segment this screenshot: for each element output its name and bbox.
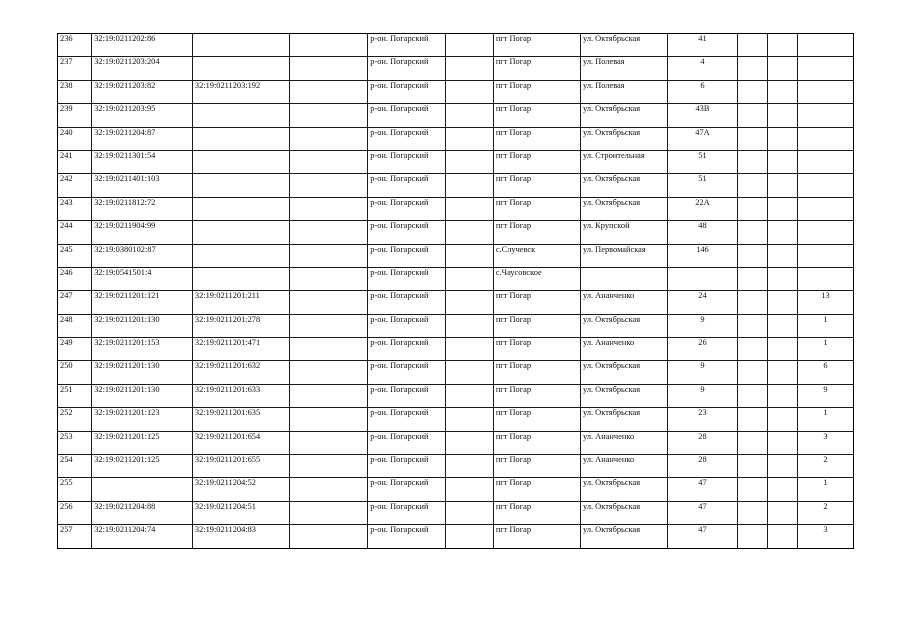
apartment-number-cell: 3: [797, 525, 853, 548]
empty-cell: [767, 221, 797, 244]
empty-cell: [290, 361, 368, 384]
related-cadastral-number-cell: [192, 244, 290, 267]
cadastral-number-cell: 32:19:0211301:54: [92, 150, 193, 173]
district-cell: р-он. Погарский: [368, 384, 446, 407]
settlement-cell: пгт Погар: [493, 57, 580, 80]
empty-cell: [290, 197, 368, 220]
house-number-cell: [668, 267, 738, 290]
settlement-cell: пгт Погар: [493, 501, 580, 524]
house-number-cell: 26: [668, 338, 738, 361]
empty-cell: [767, 150, 797, 173]
cadastral-number-cell: 32:19:0211202:86: [92, 34, 193, 57]
settlement-cell: с.Чаусовское: [493, 267, 580, 290]
empty-cell: [737, 267, 767, 290]
empty-cell: [290, 455, 368, 478]
settlement-cell: пгт Погар: [493, 104, 580, 127]
apartment-number-cell: [797, 174, 853, 197]
street-cell: ул. Октябрьская: [581, 174, 668, 197]
cadastral-number-cell: 32:19:0380102:87: [92, 244, 193, 267]
district-cell: р-он. Погарский: [368, 478, 446, 501]
settlement-cell: пгт Погар: [493, 80, 580, 103]
street-cell: ул. Октябрьская: [581, 361, 668, 384]
table-row: [58, 455, 854, 478]
street-cell: ул. Октябрьская: [581, 34, 668, 57]
street-cell: ул. Крупской: [581, 221, 668, 244]
related-cadastral-number-cell: [192, 221, 290, 244]
district-cell: р-он. Погарский: [368, 127, 446, 150]
related-cadastral-number-cell: 32:19:0211201:633: [192, 384, 290, 407]
district-cell: р-он. Погарский: [368, 244, 446, 267]
street-cell: ул. Октябрьская: [581, 127, 668, 150]
empty-cell: [737, 127, 767, 150]
empty-cell: [737, 338, 767, 361]
empty-cell: [446, 314, 494, 337]
settlement-cell: пгт Погар: [493, 455, 580, 478]
house-number-cell: 6: [668, 80, 738, 103]
table-row: [58, 338, 854, 361]
street-cell: ул. Октябрьская: [581, 525, 668, 548]
settlement-cell: пгт Погар: [493, 221, 580, 244]
apartment-number-cell: 9: [797, 384, 853, 407]
settlement-cell: пгт Погар: [493, 314, 580, 337]
street-cell: ул. Октябрьская: [581, 408, 668, 431]
apartment-number-cell: [797, 197, 853, 220]
related-cadastral-number-cell: [192, 197, 290, 220]
table-row: [58, 314, 854, 337]
property-registry-table: [57, 33, 854, 549]
cadastral-number-cell: 32:19:0211204:74: [92, 525, 193, 548]
cadastral-number-cell: 32:19:0211203:204: [92, 57, 193, 80]
street-cell: ул. Ананченко: [581, 431, 668, 454]
table-row: [58, 361, 854, 384]
row-number-cell: 254: [58, 455, 92, 478]
house-number-cell: 47: [668, 501, 738, 524]
empty-cell: [737, 80, 767, 103]
settlement-cell: пгт Погар: [493, 408, 580, 431]
related-cadastral-number-cell: 32:19:0211201:278: [192, 314, 290, 337]
empty-cell: [446, 525, 494, 548]
related-cadastral-number-cell: [192, 267, 290, 290]
apartment-number-cell: 1: [797, 314, 853, 337]
cadastral-number-cell: 32:19:0211201:130: [92, 361, 193, 384]
empty-cell: [290, 408, 368, 431]
empty-cell: [290, 338, 368, 361]
house-number-cell: 41: [668, 34, 738, 57]
settlement-cell: пгт Погар: [493, 525, 580, 548]
table-row: [58, 57, 854, 80]
empty-cell: [737, 455, 767, 478]
district-cell: р-он. Погарский: [368, 314, 446, 337]
apartment-number-cell: [797, 57, 853, 80]
empty-cell: [446, 104, 494, 127]
table-row: [58, 291, 854, 314]
empty-cell: [290, 431, 368, 454]
street-cell: ул. Октябрьская: [581, 384, 668, 407]
street-cell: ул. Ананченко: [581, 455, 668, 478]
empty-cell: [446, 338, 494, 361]
settlement-cell: пгт Погар: [493, 431, 580, 454]
empty-cell: [767, 127, 797, 150]
row-number-cell: 242: [58, 174, 92, 197]
apartment-number-cell: 2: [797, 501, 853, 524]
row-number-cell: 236: [58, 34, 92, 57]
cadastral-number-cell: 32:19:0211204:88: [92, 501, 193, 524]
street-cell: ул. Полевая: [581, 80, 668, 103]
related-cadastral-number-cell: 32:19:0211201:654: [192, 431, 290, 454]
row-number-cell: 239: [58, 104, 92, 127]
empty-cell: [767, 34, 797, 57]
table-row: [58, 174, 854, 197]
empty-cell: [767, 478, 797, 501]
apartment-number-cell: [797, 80, 853, 103]
empty-cell: [737, 244, 767, 267]
street-cell: ул. Октябрьская: [581, 501, 668, 524]
empty-cell: [767, 338, 797, 361]
cadastral-number-cell: 32:19:0211204:87: [92, 127, 193, 150]
table-row: [58, 34, 854, 57]
cadastral-number-cell: 32:19:0211201:130: [92, 314, 193, 337]
settlement-cell: пгт Погар: [493, 384, 580, 407]
empty-cell: [446, 267, 494, 290]
related-cadastral-number-cell: 32:19:0211201:471: [192, 338, 290, 361]
district-cell: р-он. Погарский: [368, 34, 446, 57]
table-row: [58, 244, 854, 267]
cadastral-number-cell: 32:19:0541501:4: [92, 267, 193, 290]
house-number-cell: 28: [668, 431, 738, 454]
row-number-cell: 241: [58, 150, 92, 173]
row-number-cell: 240: [58, 127, 92, 150]
district-cell: р-он. Погарский: [368, 104, 446, 127]
related-cadastral-number-cell: 32:19:0211204:83: [192, 525, 290, 548]
cadastral-number-cell: 32:19:0211201:125: [92, 455, 193, 478]
settlement-cell: пгт Погар: [493, 478, 580, 501]
empty-cell: [446, 361, 494, 384]
row-number-cell: 257: [58, 525, 92, 548]
house-number-cell: 47А: [668, 127, 738, 150]
empty-cell: [767, 244, 797, 267]
house-number-cell: 51: [668, 174, 738, 197]
table-row: [58, 431, 854, 454]
table-row: [58, 267, 854, 290]
district-cell: р-он. Погарский: [368, 291, 446, 314]
empty-cell: [290, 267, 368, 290]
cadastral-number-cell: 32:19:0211203:82: [92, 80, 193, 103]
empty-cell: [446, 197, 494, 220]
house-number-cell: 22А: [668, 197, 738, 220]
apartment-number-cell: [797, 34, 853, 57]
empty-cell: [446, 80, 494, 103]
house-number-cell: 23: [668, 408, 738, 431]
empty-cell: [767, 267, 797, 290]
house-number-cell: 47: [668, 478, 738, 501]
district-cell: р-он. Погарский: [368, 174, 446, 197]
row-number-cell: 245: [58, 244, 92, 267]
apartment-number-cell: 13: [797, 291, 853, 314]
apartment-number-cell: [797, 104, 853, 127]
empty-cell: [737, 221, 767, 244]
cadastral-number-cell: 32:19:0211201:130: [92, 384, 193, 407]
empty-cell: [767, 80, 797, 103]
empty-cell: [767, 174, 797, 197]
empty-cell: [290, 478, 368, 501]
settlement-cell: пгт Погар: [493, 291, 580, 314]
empty-cell: [767, 408, 797, 431]
table-body: [58, 34, 854, 549]
empty-cell: [767, 57, 797, 80]
table-row: [58, 221, 854, 244]
related-cadastral-number-cell: 32:19:0211203:192: [192, 80, 290, 103]
cadastral-number-cell: 32:19:0211812:72: [92, 197, 193, 220]
settlement-cell: пгт Погар: [493, 127, 580, 150]
house-number-cell: 48: [668, 221, 738, 244]
empty-cell: [290, 525, 368, 548]
empty-cell: [290, 80, 368, 103]
apartment-number-cell: 3: [797, 431, 853, 454]
empty-cell: [737, 150, 767, 173]
related-cadastral-number-cell: [192, 104, 290, 127]
empty-cell: [737, 314, 767, 337]
table-row: [58, 127, 854, 150]
street-cell: ул. Первомайская: [581, 244, 668, 267]
street-cell: ул. Полевая: [581, 57, 668, 80]
settlement-cell: пгт Погар: [493, 197, 580, 220]
empty-cell: [446, 244, 494, 267]
district-cell: р-он. Погарский: [368, 57, 446, 80]
empty-cell: [446, 174, 494, 197]
table-row: [58, 384, 854, 407]
empty-cell: [737, 384, 767, 407]
empty-cell: [290, 150, 368, 173]
street-cell: ул. Октябрьская: [581, 104, 668, 127]
settlement-cell: с.Случевск: [493, 244, 580, 267]
empty-cell: [737, 197, 767, 220]
street-cell: ул. Октябрьская: [581, 478, 668, 501]
district-cell: р-он. Погарский: [368, 150, 446, 173]
empty-cell: [446, 127, 494, 150]
row-number-cell: 237: [58, 57, 92, 80]
row-number-cell: 243: [58, 197, 92, 220]
house-number-cell: 28: [668, 455, 738, 478]
empty-cell: [446, 291, 494, 314]
district-cell: р-он. Погарский: [368, 525, 446, 548]
related-cadastral-number-cell: [192, 57, 290, 80]
related-cadastral-number-cell: [192, 34, 290, 57]
apartment-number-cell: [797, 150, 853, 173]
district-cell: р-он. Погарский: [368, 361, 446, 384]
empty-cell: [290, 314, 368, 337]
empty-cell: [446, 455, 494, 478]
related-cadastral-number-cell: [192, 150, 290, 173]
table-row: [58, 197, 854, 220]
empty-cell: [767, 431, 797, 454]
street-cell: ул. Ананченко: [581, 291, 668, 314]
cadastral-number-cell: 32:19:0211201:123: [92, 408, 193, 431]
empty-cell: [290, 34, 368, 57]
house-number-cell: 51: [668, 150, 738, 173]
table-row: [58, 104, 854, 127]
empty-cell: [737, 57, 767, 80]
empty-cell: [290, 104, 368, 127]
district-cell: р-он. Погарский: [368, 501, 446, 524]
empty-cell: [767, 104, 797, 127]
empty-cell: [767, 291, 797, 314]
cadastral-number-cell: 32:19:0211201:121: [92, 291, 193, 314]
empty-cell: [446, 501, 494, 524]
empty-cell: [737, 291, 767, 314]
empty-cell: [290, 501, 368, 524]
table-row: [58, 501, 854, 524]
settlement-cell: пгт Погар: [493, 174, 580, 197]
empty-cell: [290, 384, 368, 407]
row-number-cell: 256: [58, 501, 92, 524]
empty-cell: [767, 314, 797, 337]
apartment-number-cell: [797, 127, 853, 150]
empty-cell: [446, 150, 494, 173]
table-row: [58, 150, 854, 173]
empty-cell: [446, 221, 494, 244]
related-cadastral-number-cell: 32:19:0211201:211: [192, 291, 290, 314]
empty-cell: [290, 174, 368, 197]
empty-cell: [446, 34, 494, 57]
empty-cell: [290, 127, 368, 150]
row-number-cell: 246: [58, 267, 92, 290]
apartment-number-cell: 1: [797, 478, 853, 501]
district-cell: р-он. Погарский: [368, 221, 446, 244]
apartment-number-cell: [797, 244, 853, 267]
empty-cell: [290, 244, 368, 267]
table-row: [58, 525, 854, 548]
empty-cell: [737, 408, 767, 431]
related-cadastral-number-cell: [192, 174, 290, 197]
related-cadastral-number-cell: 32:19:0211201:632: [192, 361, 290, 384]
related-cadastral-number-cell: 32:19:0211204:51: [192, 501, 290, 524]
row-number-cell: 249: [58, 338, 92, 361]
district-cell: р-он. Погарский: [368, 431, 446, 454]
district-cell: р-он. Погарский: [368, 408, 446, 431]
cadastral-number-cell: 32:19:0211904:99: [92, 221, 193, 244]
empty-cell: [446, 431, 494, 454]
empty-cell: [767, 501, 797, 524]
house-number-cell: 47: [668, 525, 738, 548]
apartment-number-cell: [797, 221, 853, 244]
empty-cell: [446, 384, 494, 407]
empty-cell: [290, 57, 368, 80]
district-cell: р-он. Погарский: [368, 267, 446, 290]
empty-cell: [737, 525, 767, 548]
empty-cell: [767, 384, 797, 407]
street-cell: ул. Ананченко: [581, 338, 668, 361]
street-cell: ул. Строительная: [581, 150, 668, 173]
district-cell: р-он. Погарский: [368, 455, 446, 478]
empty-cell: [737, 104, 767, 127]
row-number-cell: 253: [58, 431, 92, 454]
settlement-cell: пгт Погар: [493, 338, 580, 361]
street-cell: [581, 267, 668, 290]
related-cadastral-number-cell: 32:19:0211201:635: [192, 408, 290, 431]
empty-cell: [290, 291, 368, 314]
row-number-cell: 244: [58, 221, 92, 244]
empty-cell: [767, 525, 797, 548]
related-cadastral-number-cell: 32:19:0211201:655: [192, 455, 290, 478]
related-cadastral-number-cell: [192, 127, 290, 150]
cadastral-number-cell: 32:19:0211203:95: [92, 104, 193, 127]
apartment-number-cell: 1: [797, 408, 853, 431]
row-number-cell: 252: [58, 408, 92, 431]
settlement-cell: пгт Погар: [493, 361, 580, 384]
empty-cell: [767, 455, 797, 478]
house-number-cell: 24: [668, 291, 738, 314]
settlement-cell: пгт Погар: [493, 34, 580, 57]
empty-cell: [737, 174, 767, 197]
empty-cell: [737, 361, 767, 384]
settlement-cell: пгт Погар: [493, 150, 580, 173]
table-row: [58, 80, 854, 103]
street-cell: ул. Октябрьская: [581, 314, 668, 337]
street-cell: ул. Октябрьская: [581, 197, 668, 220]
house-number-cell: 9: [668, 361, 738, 384]
district-cell: р-он. Погарский: [368, 338, 446, 361]
district-cell: р-он. Погарский: [368, 197, 446, 220]
row-number-cell: 251: [58, 384, 92, 407]
row-number-cell: 250: [58, 361, 92, 384]
empty-cell: [767, 361, 797, 384]
table-row: [58, 408, 854, 431]
row-number-cell: 255: [58, 478, 92, 501]
empty-cell: [446, 57, 494, 80]
empty-cell: [767, 197, 797, 220]
row-number-cell: 248: [58, 314, 92, 337]
table-row: [58, 478, 854, 501]
apartment-number-cell: [797, 267, 853, 290]
cadastral-number-cell: 32:19:0211201:125: [92, 431, 193, 454]
house-number-cell: 146: [668, 244, 738, 267]
house-number-cell: 4: [668, 57, 738, 80]
house-number-cell: 43В: [668, 104, 738, 127]
empty-cell: [737, 34, 767, 57]
house-number-cell: 9: [668, 314, 738, 337]
empty-cell: [446, 408, 494, 431]
cadastral-number-cell: 32:19:0211201:153: [92, 338, 193, 361]
empty-cell: [737, 431, 767, 454]
related-cadastral-number-cell: 32:19:0211204:52: [192, 478, 290, 501]
empty-cell: [446, 478, 494, 501]
row-number-cell: 238: [58, 80, 92, 103]
apartment-number-cell: 6: [797, 361, 853, 384]
empty-cell: [737, 501, 767, 524]
empty-cell: [290, 221, 368, 244]
house-number-cell: 9: [668, 384, 738, 407]
row-number-cell: 247: [58, 291, 92, 314]
empty-cell: [737, 478, 767, 501]
cadastral-number-cell: 32:19:0211401:103: [92, 174, 193, 197]
cadastral-number-cell: [92, 478, 193, 501]
district-cell: р-он. Погарский: [368, 80, 446, 103]
apartment-number-cell: 2: [797, 455, 853, 478]
apartment-number-cell: 1: [797, 338, 853, 361]
